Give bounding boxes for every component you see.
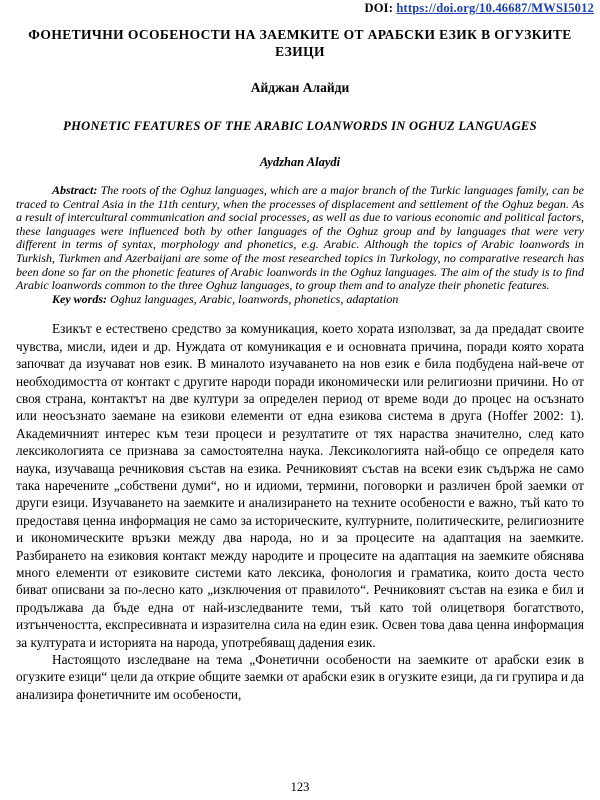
abstract-text: The roots of the Oghuz languages, which are a major branch of the Turkic languages family, can be traced to Central Asia in the 11th century, when the processes of displacement and settlement of the Oghuz began. As a result of intercultural communication and social processes, as well as due to various economic and political factors, these languages were influenced both by other languages of the Oghuz group and by languages that were very different in terms of syntax, morphology and phonetics, e.g. Arabic. Although the topics of Arabic loanwords in Turkish, Turkmen and Azerbaijani are some of the most researched topics in Turkology, no comparative research has been done so far on the phonetic features of Arabic loanwords in the Oghuz languages. The aim of the study is to find Arabic loanwords common to the three Oghuz languages, to group them and to analyze their phonetic features. [16, 183, 585, 293]
title-english: PHONETIC FEATURES OF THE ARABIC LOANWORDS IN OGHUZ LANGUAGES [63, 119, 537, 133]
author-english: Aydzhan Alaydi [259, 155, 341, 169]
page-content [16, 26, 584, 703]
keywords [16, 293, 584, 307]
body-paragraph-1: Езикът е естествено средство за комуникация, което хората използват, за да предадат своите чувства, мисли, идеи и др. Нуждата от комуникация е и основната причина, поради която хората започват да изучават нов език. В миналото изучаването на нов език е била подбудена най-вече от необходимостта от контакт с другите народи поради икономически или религиозни причини. Но от своя страна, контактът на две култури за определен период от време води до процес на осъзнато или неосъзнато заемане на езикови елементи от една езикова система в друга (Hoffer 2002: 1). Академичният интерес към тези процеси и резултатите от тях нараства значително, след като лексикологията се признава за самостоятелна наука. Лексикологията най-общо се определя като наука, изучаваща речниковия състав на езика. Речниковият състав на всеки език съдържа не само така наречените „собствени думи“, но и идиоми, термини, поговорки и различен брой заемки от други езици. Изучаването на заемките и анализирането на техните особености е важно, тъй като то предоставя ценна информация не само за историческите, културните, политическите, религиозните и икономическите връзки между два народа, но и за процесите на адаптация на заемките. Разбирането на езиковия контакт между народите и процесите на адаптация на заемките обяснява много елементи от езиковите системи като лексика, фонология и граматика, които доста често биват описвани за по-лесно като „изключения от правилото“. Речниковият състав на езика е бил и продължава да бъде една от най-изследваните теми, тъй като той олицетворя богатството, изтънчеността, експресивната и изразителна сила на един език. Освен това дава ценна информация за културата и историята на народа, употребяващ дадения език. [16, 321, 584, 650]
abstract-label: Abstract: [52, 183, 98, 197]
keywords-label: Key words: [52, 291, 107, 306]
body-paragraph-2: Настоящото изследване на тема „Фонетични особености на заемките от арабски език в огузките езици“ цели да открие общите заемки от арабски език в огузките езици, да ги групира и да анализира фонетичните им особености, [16, 652, 584, 702]
doi-label: DOI: [364, 1, 397, 15]
author-bulgarian: Айджан Алайди [250, 80, 350, 95]
abstract [16, 184, 584, 293]
title-bulgarian: ФОНЕТИЧНИ ОСОБЕНОСТИ НА ЗАЕМКИТЕ ОТ АРАБСКИ ЕЗИК В ОГУЗКИТЕ ЕЗИЦИ [28, 27, 572, 59]
doi-header [365, 1, 595, 16]
page-number: 123 [290, 780, 310, 794]
keywords-text: Oghuz languages, Arabic, loanwords, phonetics, adaptation [110, 291, 399, 306]
doi-link[interactable]: https://doi.org/10.46687/MWSI5012 [396, 1, 594, 15]
